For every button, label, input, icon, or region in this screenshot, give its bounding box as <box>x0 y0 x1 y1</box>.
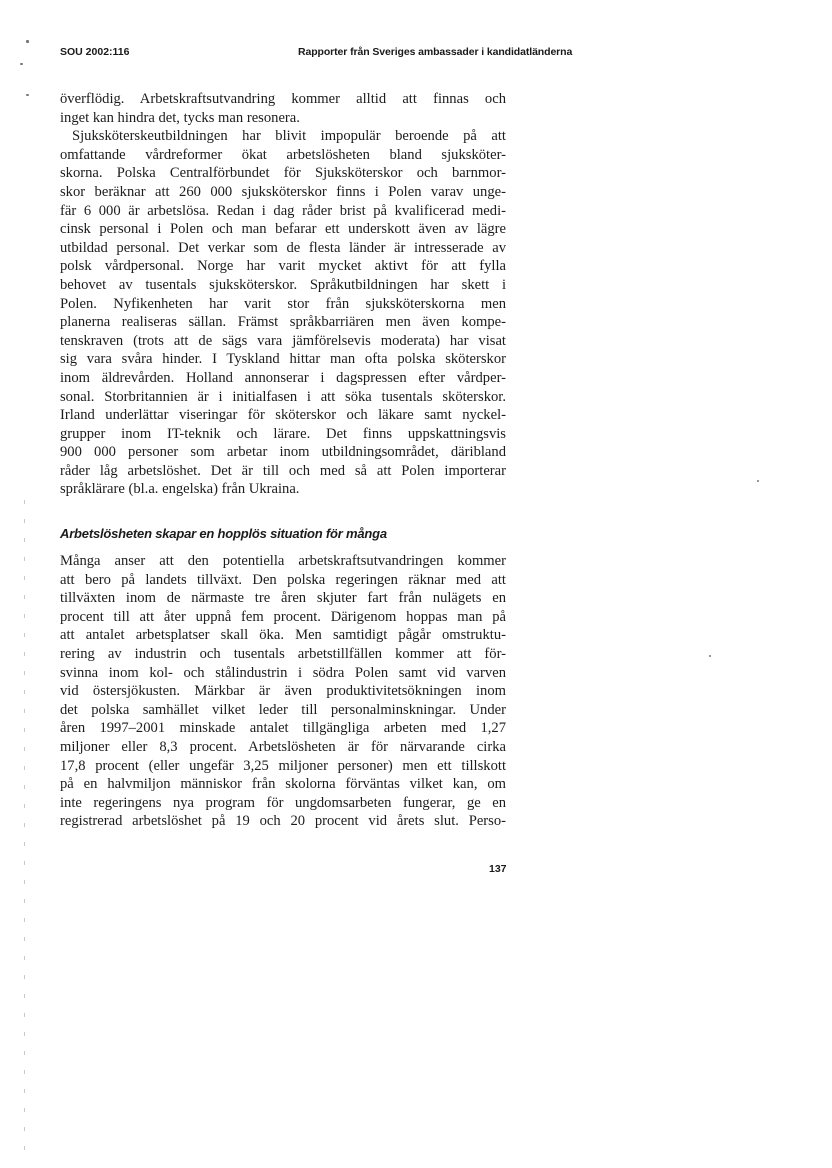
text-line: språklärare (bl.a. engelska) från Ukraina. <box>60 481 300 498</box>
text-line: behovet av tusentals sjuksköterskor. Språkutbildningen har skett i <box>60 276 506 293</box>
text-line: vid östersjökusten. Märkbar är även produktivitetsökningen inom <box>60 683 506 700</box>
text-line: tillväxten inom de närmaste tre åren skjuter fart från nulägets en <box>60 590 506 607</box>
text-line: 900 000 personer som arbetar inom utbildningsområdet, däribland <box>60 444 506 461</box>
text-line: att antalet arbetsplatser skall öka. Men samtidigt pågår omstruktu- <box>60 627 506 644</box>
text-line: cinsk personal i Polen och man befarar ett underskott även av lägre <box>60 221 506 238</box>
text-line: Många anser att den potentiella arbetskraftsutvandringen kommer <box>60 553 506 569</box>
text-line: rering av industrin och tusentals arbetstillfällen kommer att för- <box>60 645 506 662</box>
text-line: råder låg arbetslöshet. Det är till och med så att Polen importerar <box>60 462 506 479</box>
running-header-right: Rapporter från Sveriges ambassader i kandidatländerna <box>298 46 573 58</box>
text-line: sig vara svåra hinder. I Tyskland hittar man ofta polska sköterskor <box>60 351 506 368</box>
section-heading: Arbetslösheten skapar en hopplös situation för många <box>60 526 387 541</box>
body-text-block <box>60 552 506 831</box>
text-line: på en halvmiljon människor från skolorna förväntas vilket kan, om <box>60 776 506 793</box>
text-line: inte regeringens nya program för ungdomsarbeten fungerar, ge en <box>60 794 506 811</box>
text-line: 17,8 procent (eller ungefär 3,25 miljoner personer) men ett tillskott <box>60 757 506 774</box>
text-line: svinna inom kol- och stålindustrin i södra Polen samt vid varven <box>60 664 506 681</box>
text-line: det polska samhället vilket leder till personalminskningar. Under <box>60 701 506 718</box>
text-line: skorna. Polska Centralförbundet för Sjuksköterskor och barnmor- <box>60 165 506 182</box>
text-line: omfattande vårdreformer ökat arbetslösheten bland sjuksköter- <box>60 146 506 163</box>
text-line: att bero på landets tillväxt. Den polska regeringen räknar med att <box>60 571 506 588</box>
scan-speck <box>26 40 29 43</box>
page-number: 137 <box>489 863 507 875</box>
scan-margin-line <box>24 500 25 1160</box>
text-line: inget kan hindra det, tycks man resonera. <box>60 109 300 126</box>
scan-speck <box>20 63 23 65</box>
text-line: Irland underlättar viseringar för sköterskor och läkare samt nyckel- <box>60 407 506 424</box>
text-line: miljoner eller 8,3 procent. Arbetslösheten är för närvarande cirka <box>60 738 506 755</box>
scan-speck <box>757 480 759 482</box>
text-line: procent till att åter uppnå fem procent. Därigenom hoppas man på <box>60 608 506 625</box>
text-line: registrerad arbetslöshet på 19 och 20 procent vid årets slut. Perso- <box>60 813 506 830</box>
text-line: sonal. Storbritannien är i initialfasen i att söka tusentals sköterskor. <box>60 388 506 405</box>
text-line: Sjuksköterskeutbildningen har blivit impopulär beroende på att <box>72 128 506 145</box>
text-line: Polen. Nyfikenheten har varit stor från sjuksköterskorna men <box>60 295 506 312</box>
text-line: tenskraven (trots att de sägs vara jämförelsevis moderata) har visat <box>60 332 506 349</box>
running-header-left: SOU 2002:116 <box>60 46 130 58</box>
text-line: polsk vårdpersonal. Norge har varit mycket aktivt för att fylla <box>60 258 506 275</box>
scan-speck <box>26 94 29 96</box>
body-text-block <box>60 90 506 499</box>
scan-speck <box>709 655 711 657</box>
text-line: skor beräknar att 260 000 sjuksköterskor finns i Polen varav unge- <box>60 183 506 200</box>
text-line: utbildad personal. Det verkar som de flesta länder är intresserade av <box>60 239 506 256</box>
text-line: fär 6 000 är arbetslösa. Redan i dag råder brist på kvalificerad medi- <box>60 202 506 219</box>
text-line: planerna realiseras sällan. Främst språkbarriären men även kompe- <box>60 314 506 331</box>
text-line: grupper inom IT-teknik och lärare. Det finns uppskattningsvis <box>60 425 506 442</box>
text-line: överflödig. Arbetskraftsutvandring kommer alltid att finnas och <box>60 91 506 107</box>
text-line: åren 1997–2001 minskade antalet tillgängliga arbeten med 1,27 <box>60 720 506 737</box>
text-line: inom äldrevården. Holland annonserar i dagspressen efter vårdper- <box>60 369 506 386</box>
